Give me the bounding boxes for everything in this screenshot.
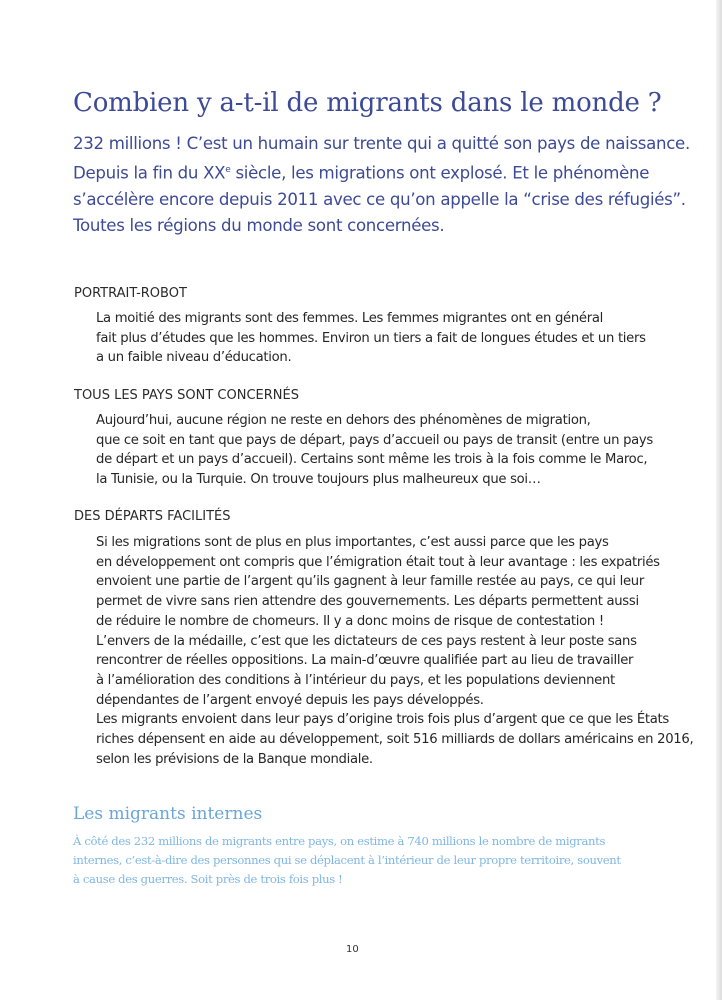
page-edge [716, 0, 722, 1000]
intro-line: Toutes les régions du monde sont concernées. [73, 215, 445, 235]
intro-text: Depuis la fin du XX [73, 163, 226, 183]
body-line: de départ et un pays d’accueil). Certains sont même les trois à la fois comme le Maroc, [96, 452, 648, 468]
section-body-tous-les-pays [96, 411, 653, 490]
intro-paragraph [73, 131, 690, 239]
body-line: que ce soit en tant que pays de départ, pays d’accueil ou pays de transit (entre un pays [96, 432, 653, 448]
box-line: internes, c’est-à-dire des personnes qui se déplacent à l’intérieur de leur propre territoire, souvent [73, 853, 621, 867]
body-line: Les migrants envoient dans leur pays d’origine trois fois plus d’argent que ce que les États [96, 712, 669, 728]
section-heading-tous-les-pays: TOUS LES PAYS SONT CONCERNÉS [74, 388, 299, 403]
body-line: en développement ont compris que l’émigration était tout à leur avantage : les expatriés [96, 554, 660, 570]
body-line: fait plus d’études que les hommes. Environ un tiers a fait de longues études et un tiers [96, 330, 646, 346]
section-heading-departs-facilites: DES DÉPARTS FACILITÉS [74, 509, 231, 524]
body-line: L’envers de la médaille, c’est que les dictateurs de ces pays restent à leur poste sans [96, 633, 637, 649]
body-line: la Tunisie, ou la Turquie. On trouve toujours plus malheureux que soi… [96, 472, 541, 488]
century-superscript: e [225, 165, 231, 175]
body-line: dépendantes de l’argent envoyé depuis les pays développés. [96, 692, 484, 708]
body-line: de réduire le nombre de chomeurs. Il y a donc moins de risque de contestation ! [96, 613, 604, 629]
box-body [73, 832, 621, 889]
box-title: Les migrants internes [73, 804, 263, 824]
body-line: a un faible niveau d’éducation. [96, 350, 292, 366]
section-heading-portrait-robot: PORTRAIT-ROBOT [74, 286, 187, 301]
box-line: À côté des 232 millions de migrants entre pays, on estime à 740 millions le nombre de migrants [73, 834, 606, 848]
intro-line [73, 157, 650, 187]
section-body-departs-facilites [96, 533, 694, 769]
section-body-portrait-robot [96, 309, 646, 368]
intro-text: siècle, les migrations ont explosé. Et le phénomène [230, 163, 650, 183]
intro-line: 232 millions ! C’est un humain sur trente qui a quitté son pays de naissance. [73, 134, 690, 153]
body-line: envoient une partie de l’argent qu’ils gagnent à leur famille restée au pays, ce qui leur [96, 574, 644, 590]
body-line: permet de vivre sans rien attendre des gouvernements. Les départs permettent aussi [96, 594, 639, 610]
body-line: Aujourd’hui, aucune région ne reste en dehors des phénomènes de migration, [96, 413, 591, 428]
body-line: Si les migrations sont de plus en plus importantes, c’est aussi parce que les pays [96, 535, 609, 550]
page-number: 10 [346, 944, 359, 955]
body-line: riches dépensent en aide au développement, soit 516 milliards de dollars américains en 2016, [96, 732, 694, 748]
body-line: à l’amélioration des conditions à l’intérieur du pays, et les populations deviennent [96, 672, 615, 688]
body-line: selon les prévisions de la Banque mondiale. [96, 751, 373, 767]
intro-line: s’accélère encore depuis 2011 avec ce qu’on appelle la “crise des réfugiés”. [73, 189, 686, 209]
page-title: Combien y a-t-il de migrants dans le monde ? [73, 88, 662, 118]
body-line: La moitié des migrants sont des femmes. Les femmes migrantes ont en général [96, 311, 603, 326]
box-line: à cause des guerres. Soit près de trois fois plus ! [73, 872, 343, 886]
body-line: rencontrer de réelles oppositions. La main-d’œuvre qualifiée part au lieu de travailler [96, 653, 634, 669]
